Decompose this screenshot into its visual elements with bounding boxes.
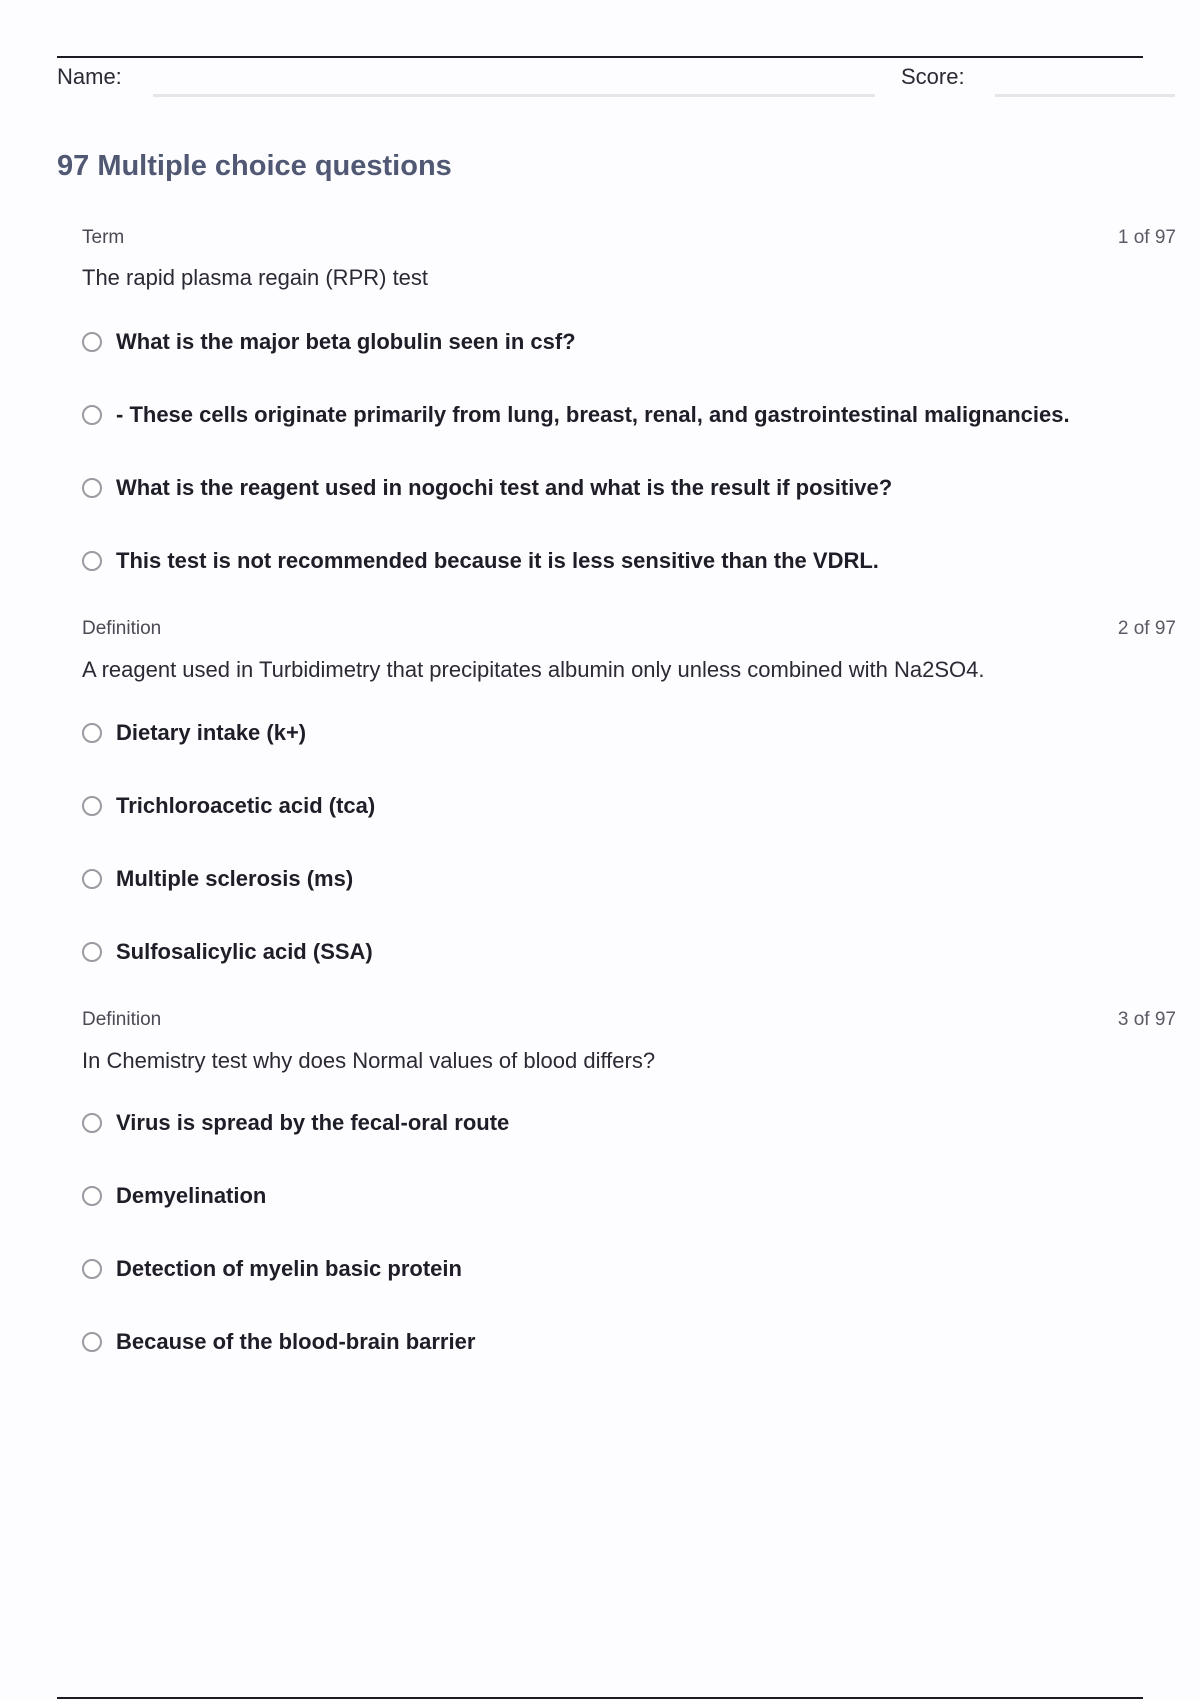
answer-label: Trichloroacetic acid (tca) bbox=[116, 793, 376, 818]
score-label: Score: bbox=[901, 64, 965, 89]
answer-label: Dietary intake (k+) bbox=[116, 720, 307, 745]
question-counter: 1 of 97 bbox=[1117, 227, 1176, 248]
radio-button[interactable] bbox=[82, 478, 102, 498]
radio-button[interactable] bbox=[82, 332, 102, 352]
answer-option[interactable] bbox=[82, 1325, 475, 1359]
top-rule bbox=[57, 56, 1143, 58]
question-prompt: The rapid plasma regain (RPR) test bbox=[82, 265, 429, 290]
answer-option[interactable] bbox=[82, 862, 353, 896]
question-card bbox=[82, 1009, 1176, 1359]
score-field[interactable] bbox=[995, 94, 1175, 97]
question-card bbox=[82, 618, 1176, 968]
answer-label: Because of the blood-brain barrier bbox=[116, 1329, 476, 1354]
question-counter: 3 of 97 bbox=[1117, 1009, 1176, 1030]
question-prompt: A reagent used in Turbidimetry that precipitates albumin only unless combined with Na2SO4. bbox=[82, 657, 985, 682]
answer-option[interactable] bbox=[82, 1106, 509, 1140]
question-prompt: In Chemistry test why does Normal values of blood differs? bbox=[82, 1048, 656, 1073]
radio-button[interactable] bbox=[82, 1259, 102, 1279]
name-field[interactable] bbox=[153, 94, 875, 97]
radio-button[interactable] bbox=[82, 405, 102, 425]
radio-button[interactable] bbox=[82, 1186, 102, 1206]
answer-label: - These cells originate primarily from lung, breast, renal, and gastrointestinal malignancies. bbox=[116, 402, 1070, 427]
answer-option[interactable] bbox=[82, 325, 576, 359]
question-kind: Definition bbox=[82, 1009, 162, 1030]
bottom-rule bbox=[57, 1697, 1143, 1699]
answer-label: What is the major beta globulin seen in csf? bbox=[116, 329, 576, 354]
answer-label: What is the reagent used in nogochi test and what is the result if positive? bbox=[116, 475, 893, 500]
answer-label: Multiple sclerosis (ms) bbox=[116, 866, 354, 891]
radio-button[interactable] bbox=[82, 869, 102, 889]
answer-option[interactable] bbox=[82, 1179, 266, 1213]
answer-label: Virus is spread by the fecal-oral route bbox=[116, 1110, 510, 1135]
radio-button[interactable] bbox=[82, 1113, 102, 1133]
name-label: Name: bbox=[57, 64, 122, 89]
answer-option[interactable] bbox=[82, 935, 373, 969]
section-title: 97 Multiple choice questions bbox=[57, 150, 452, 182]
answer-label: Sulfosalicylic acid (SSA) bbox=[116, 939, 373, 964]
answer-label: This test is not recommended because it is less sensitive than the VDRL. bbox=[116, 548, 879, 573]
question-counter: 2 of 97 bbox=[1117, 618, 1176, 639]
answer-label: Detection of myelin basic protein bbox=[116, 1256, 462, 1281]
radio-button[interactable] bbox=[82, 1332, 102, 1352]
question-kind: Definition bbox=[82, 618, 162, 639]
radio-button[interactable] bbox=[82, 796, 102, 816]
answer-option[interactable] bbox=[82, 789, 375, 823]
worksheet-header bbox=[57, 60, 1177, 100]
radio-button[interactable] bbox=[82, 551, 102, 571]
radio-button[interactable] bbox=[82, 723, 102, 743]
question-kind: Term bbox=[82, 227, 125, 248]
answer-option[interactable] bbox=[82, 471, 892, 505]
answer-option[interactable] bbox=[82, 544, 879, 578]
answer-option[interactable] bbox=[82, 716, 306, 750]
answer-option[interactable] bbox=[82, 1252, 462, 1286]
question-card bbox=[82, 227, 1176, 577]
answer-label: Demyelination bbox=[116, 1183, 267, 1208]
radio-button[interactable] bbox=[82, 942, 102, 962]
answer-option[interactable] bbox=[82, 398, 1070, 432]
